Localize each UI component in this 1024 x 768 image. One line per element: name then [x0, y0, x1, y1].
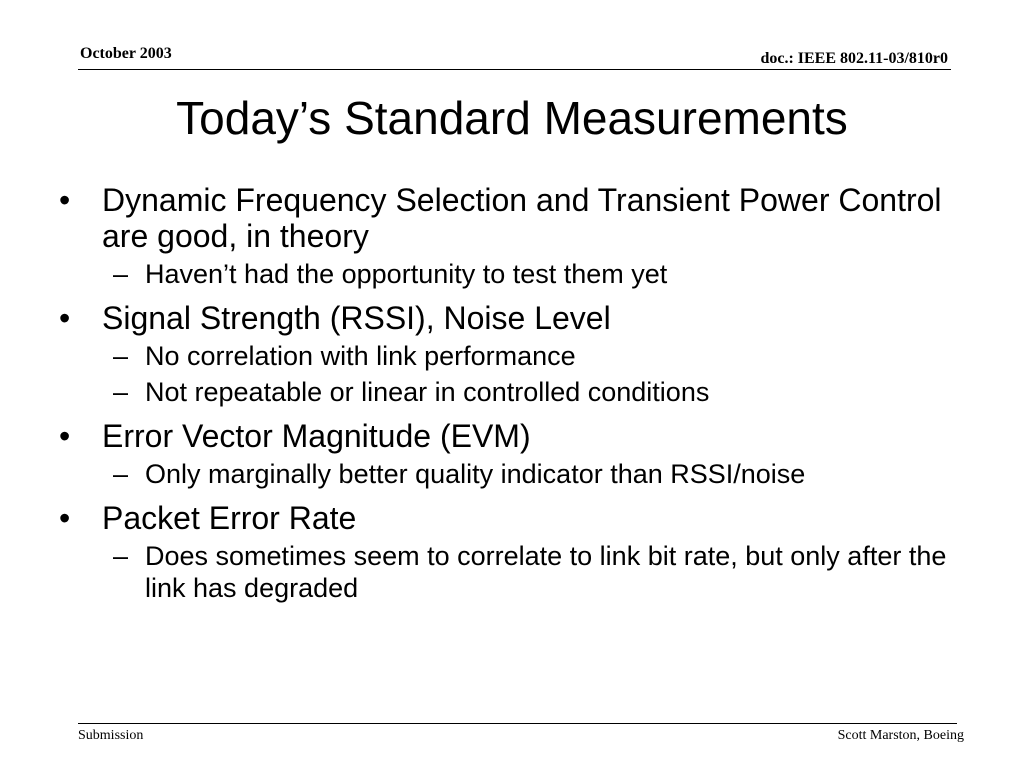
- sub-bullet-text: Does sometimes seem to correlate to link bit rate, but only after the link has degraded: [145, 541, 947, 603]
- sub-bullet-item: [55, 258, 975, 290]
- slide-title: Today’s Standard Measurements: [176, 92, 848, 144]
- bullet-item: [55, 418, 975, 454]
- header-divider: [78, 69, 951, 70]
- dash-marker: –: [113, 259, 129, 289]
- dash-marker: –: [113, 377, 129, 407]
- bullet-marker: •: [59, 500, 71, 536]
- sub-bullet-item: [55, 458, 975, 490]
- dash-marker: –: [113, 341, 129, 371]
- sub-bullet-text: Not repeatable or linear in controlled conditions: [145, 377, 710, 407]
- bullet-item: [55, 500, 975, 536]
- bullet-text: Dynamic Frequency Selection and Transient Power Control are good, in theory: [102, 182, 942, 254]
- sub-bullet-text: Haven’t had the opportunity to test them yet: [145, 259, 668, 289]
- slide-content: [55, 182, 975, 604]
- sub-bullet-item: [55, 340, 975, 372]
- bullet-text: Error Vector Magnitude (EVM): [102, 418, 531, 454]
- bullet-item: [55, 300, 975, 336]
- footer-divider: [78, 723, 957, 724]
- sub-bullet-item: [55, 376, 975, 408]
- bullet-marker: •: [59, 300, 71, 336]
- sub-bullet-text: No correlation with link performance: [145, 341, 576, 371]
- bullet-text: Signal Strength (RSSI), Noise Level: [102, 300, 611, 336]
- bullet-item: [55, 182, 975, 254]
- header-date: October 2003: [80, 45, 172, 62]
- sub-bullet-item: [55, 540, 975, 604]
- footer-submission: Submission: [78, 728, 144, 743]
- bullet-text: Packet Error Rate: [102, 500, 357, 536]
- header-doc-id: doc.: IEEE 802.11-03/810r0: [760, 50, 948, 67]
- sub-bullet-text: Only marginally better quality indicator than RSSI/noise: [145, 459, 806, 489]
- footer-author: Scott Marston, Boeing: [837, 728, 964, 743]
- dash-marker: –: [113, 541, 129, 571]
- dash-marker: –: [113, 459, 129, 489]
- bullet-marker: •: [59, 182, 71, 218]
- bullet-marker: •: [59, 418, 71, 454]
